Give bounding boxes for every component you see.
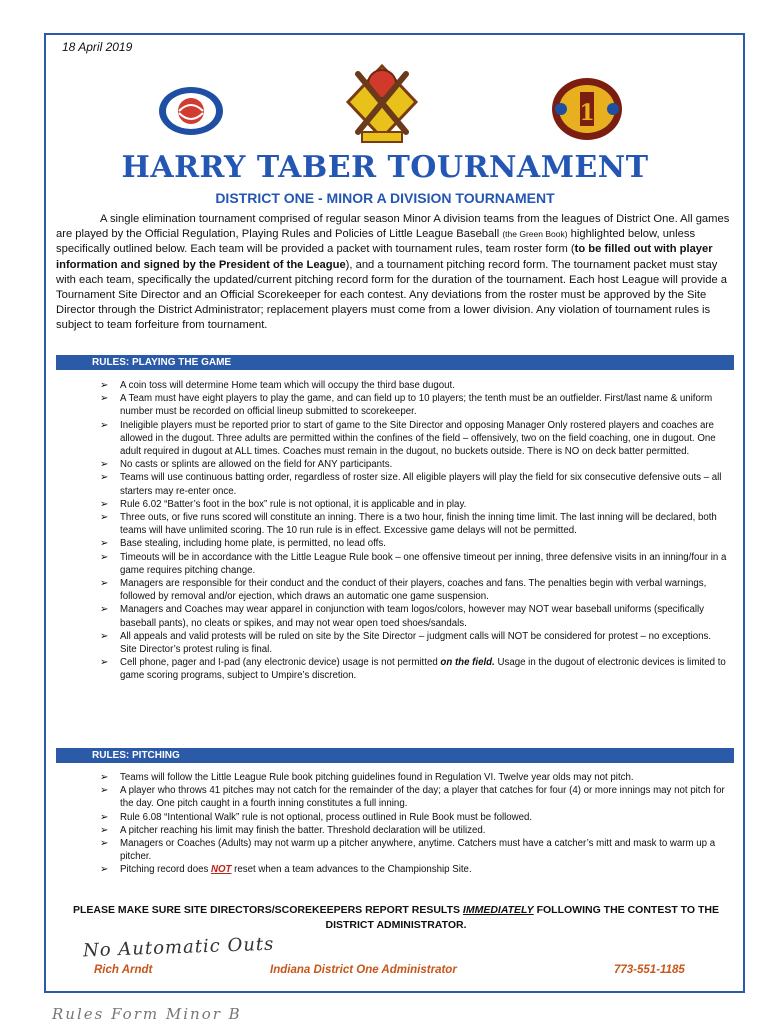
list-item: ➢ A Team must have eight players to play the game, and can field up to 10 players; the tenth must be an outfielder. First/last name & uniform number must be recorded on official lineup submitted to scorekeeper.: [100, 392, 730, 418]
list-item: ➢ Managers and Coaches may wear apparel in conjunction with team logos/colors, however may NOT wear baseball uniforms (specifically baseball pants), no cleats or spikes, and may not wear open toed shoes/sandals.: [100, 603, 730, 629]
electronic-rule-a: Cell phone, pager and I-pad (any electronic device) usage is not permitted: [120, 657, 441, 669]
notice-c: FOLLOWING THE CONTEST TO THE DISTRICT ADMINISTRATOR.: [325, 904, 719, 931]
pitch-record-not: NOT: [211, 864, 232, 876]
handwritten-note: No Automatic Outs: [82, 933, 275, 962]
page-title: HARRY TABER TOURNAMENT: [121, 150, 649, 185]
signoff-phone: 773-551-1185: [614, 964, 685, 976]
document-date: 18 April 2019: [62, 40, 133, 54]
pitch-record-a: Pitching record does: [120, 864, 212, 876]
electronic-rule-b: on the field.: [440, 657, 495, 669]
list-item: ➢ Teams will use continuous batting order, regardless of roster size. All eligible players will play the field for six consecutive defensive outs – all starters may re-enter once.: [100, 471, 730, 497]
section-header-playing-game: RULES: PLAYING THE GAME: [56, 355, 734, 370]
page-subtitle: DISTRICT ONE - MINOR A DIVISION TOURNAMENT: [215, 190, 555, 206]
intro-paragraph: [56, 212, 736, 334]
pitch-record-c: reset when a team advances to the Championship Site.: [231, 864, 472, 876]
signoff-name: Rich Arndt: [94, 964, 153, 976]
electronic-rule-c: Usage in the dugout of electronic devices is limited to game scoring programs, subject to Umpire’s discretion.: [120, 657, 726, 682]
notice-a: PLEASE MAKE SURE SITE DIRECTORS/SCOREKEEPERS REPORT RESULTS: [72, 904, 463, 916]
list-item: ➢ Teams will follow the Little League Rule book pitching guidelines found in Regulation VI. Twelve year olds may not pitch.: [100, 771, 730, 784]
game-rules-list: [100, 379, 730, 683]
list-item: ➢ All appeals and valid protests will be ruled on site by the Site Director – judgment calls will NOT be considered for protest – no exceptions. Site Director’s protest ruling is final.: [100, 630, 730, 656]
intro-text-2: highlighted below, unless specifically outlined below. Each team will be provided a packet with tournament rules, team roster form (: [56, 228, 696, 256]
pitching-rules-list: [100, 771, 730, 877]
list-item: ➢ A coin toss will determine Home team which will occupy the third base dugout.: [100, 379, 730, 392]
list-item: ➢ Three outs, or five runs scored will constitute an inning. There is a two hour, finish the inning time limit. The last inning will be declared, both teams will have unlimited scoring. The 10 run rule is in effect. Excessive game delays will not be permitted.: [100, 511, 730, 537]
intro-text-3: ), and a tournament pitching record form. The tournament packet must stay with each team, specifically the updated/current pitching record form for the duration of the tournament. Each host League will provide a Tournament Site Director and an Official Scorekeeper for each contest. Any deviations from the roster must be approved by the Site Director through the District Administrator; replacement players must come from a lower division. Any violation of tournament rules is subject to team forfeiture from tournament.: [56, 258, 728, 332]
list-item: ➢ Rule 6.02 “Batter’s foot in the box” rule is not optional, it is applicable and in play.: [100, 498, 730, 511]
little-league-logo-icon: [157, 85, 225, 137]
logo-row: [0, 62, 770, 152]
section-header-pitching: RULES: PITCHING: [56, 748, 734, 763]
list-item: ➢ Managers or Coaches (Adults) may not warm up a pitcher anywhere, anytime. Catchers must have a catcher’s mitt and mask to warm up a pitcher.: [100, 837, 730, 863]
list-item: [100, 863, 730, 876]
list-item: ➢ Timeouts will be in accordance with the Little League Rule book – one offensive timeout per inning, three defensive visits in an inning/four in a game requires pitching change.: [100, 551, 730, 577]
intro-green-book: (the Green Book): [502, 229, 568, 240]
signoff-row: [0, 964, 770, 980]
indiana-district-logo-icon: [550, 76, 624, 142]
list-item: ➢ A player who throws 41 pitches may not catch for the remainder of the day; a player that catches for four (4) or more innings may not pitch for the day. One pitch caught in a fourth inning constitutes a full inning.: [100, 784, 730, 810]
report-notice: [56, 903, 736, 933]
intro-text-1: A single elimination tournament comprised of regular season Minor A division teams from the leagues of District One. All games are played by the Official Regulation, Playing Rules and Policies of Little League Baseball: [56, 213, 730, 241]
handwritten-bottom-note: Rules Form Minor B: [52, 1005, 242, 1023]
list-item: ➢ Ineligible players must be reported prior to start of game to the Site Director and opposing Manager Only rostered players and coaches are allowed in the dugout. Three adults are permitted within the confines of the field – offensively, two on the field coaching, one in dugout. One adult required in dugout at ALL times. Coaches must remain in the dugout, no buckets outside. There is NO on deck batter permitted.: [100, 419, 730, 459]
champion-crossed-bats-icon: [344, 62, 420, 150]
list-item: ➢ Managers are responsible for their conduct and the conduct of their players, coaches and fans. The penalties begin with verbal warnings, followed by removal and/or ejection, which draws an automatic one game suspension.: [100, 577, 730, 603]
list-item: ➢ A pitcher reaching his limit may finish the batter. Threshold declaration will be utilized.: [100, 824, 730, 837]
list-item: ➢ No casts or splints are allowed on the field for ANY participants.: [100, 458, 730, 471]
intro-bold: to be filled out with player information and signed by the President of the League: [56, 243, 713, 271]
list-item: ➢ Rule 6.08 “Intentional Walk” rule is not optional, process outlined in Rule Book must be followed.: [100, 811, 730, 824]
list-item: ➢ Base stealing, including home plate, is permitted, no lead offs.: [100, 537, 730, 550]
notice-immediately: IMMEDIATELY: [462, 904, 534, 916]
list-item: [100, 656, 730, 682]
signoff-title: Indiana District One Administrator: [270, 964, 457, 976]
indiana-logo-number: 1: [579, 100, 595, 126]
